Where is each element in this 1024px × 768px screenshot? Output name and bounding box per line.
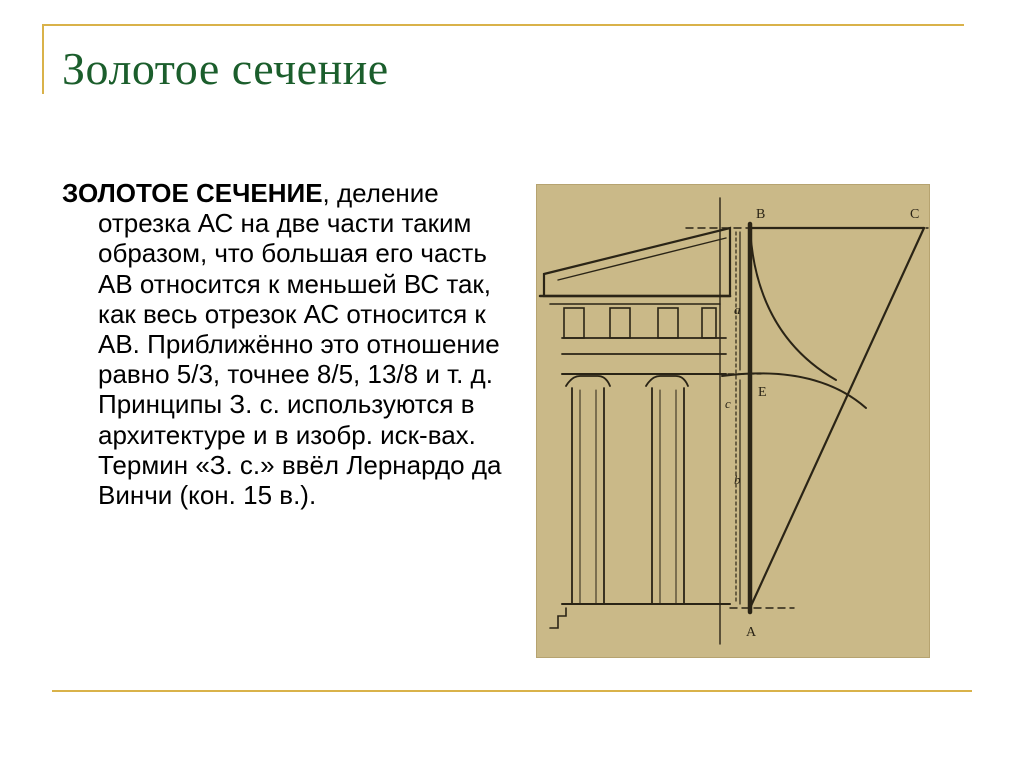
slide-title: Золотое сечение bbox=[62, 43, 389, 94]
frame-bottom-rule bbox=[52, 690, 972, 692]
pediment-inner-line bbox=[558, 238, 726, 280]
label-segment-a: a bbox=[734, 302, 741, 317]
term-heading: ЗОЛОТОЕ СЕЧЕНИЕ bbox=[62, 178, 323, 208]
label-point-a: A bbox=[746, 625, 757, 640]
frame-top-rule bbox=[42, 24, 964, 26]
frame-left-rule bbox=[42, 24, 44, 94]
triglyph bbox=[702, 308, 716, 338]
line-ca bbox=[750, 228, 924, 608]
label-point-e: E bbox=[758, 385, 767, 400]
arc-be bbox=[750, 228, 836, 380]
definition-text bbox=[62, 178, 502, 510]
steps bbox=[550, 608, 566, 628]
column-capital bbox=[566, 376, 610, 386]
triglyph bbox=[564, 308, 584, 338]
temple-drawing bbox=[540, 198, 928, 644]
column-capital bbox=[646, 376, 688, 386]
triglyph bbox=[658, 308, 678, 338]
pediment bbox=[544, 228, 730, 296]
figure-labels bbox=[725, 207, 919, 640]
temple-diagram bbox=[536, 184, 930, 658]
label-point-c: C bbox=[910, 207, 920, 222]
label-point-b: B bbox=[756, 207, 766, 222]
label-segment-c: c bbox=[725, 396, 731, 411]
label-segment-b: b bbox=[734, 472, 741, 487]
golden-section-figure bbox=[536, 184, 930, 658]
definition-body: деление отрезка АС на две части таким образом, что большая его часть АВ относится к меньшей ВС так, как весь отрезок АС относится к АВ. Приближённо это отношение равно 5/3, точнее 8/5, 13/8 и т. д. Принципы З. с. используются в архитектуре и в изобр. иск-вах. Термин «З. с.» ввёл Лернардо да Винчи (кон. 15 в.). bbox=[98, 178, 502, 511]
definition-paragraph bbox=[62, 178, 502, 510]
term-punctuation: , bbox=[322, 178, 330, 208]
triglyph bbox=[610, 308, 630, 338]
